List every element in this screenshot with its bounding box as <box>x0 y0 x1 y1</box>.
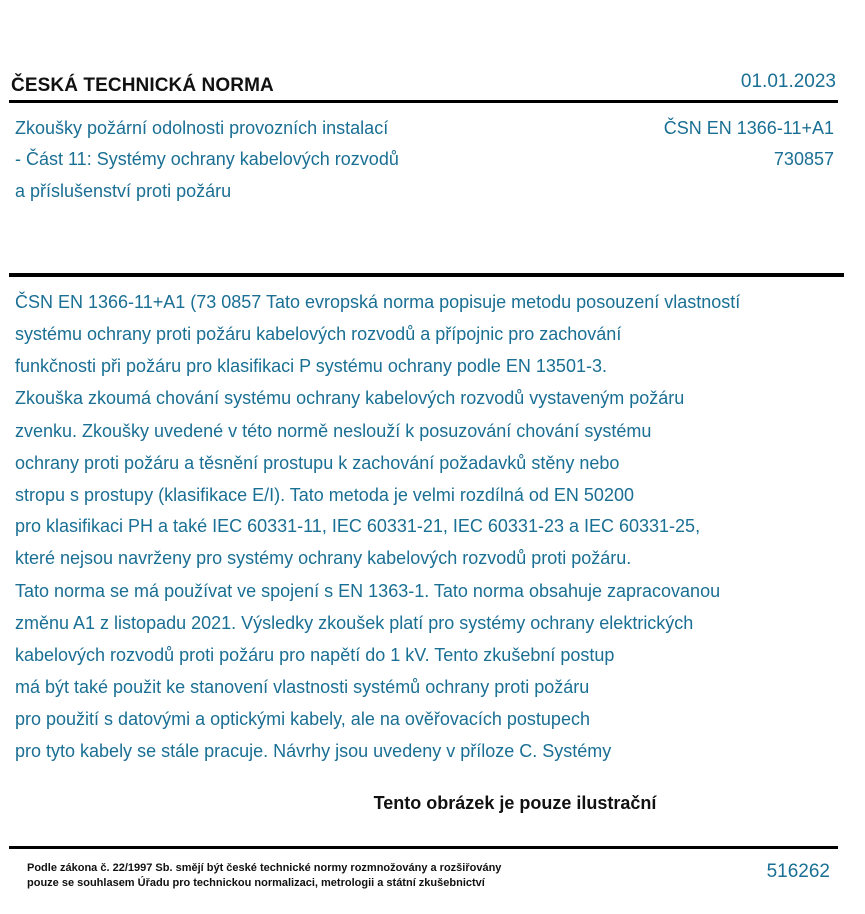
body-line: funkčnosti při požáru pro klasifikaci P systému ochrany podle EN 13501-3. <box>15 356 607 376</box>
body-line: kabelových rozvodů proti požáru pro napětí do 1 kV. Tento zkušební postup <box>15 645 615 665</box>
document-title-line: Zkoušky požární odolnosti provozních instalací <box>15 118 389 138</box>
section-rule <box>9 273 844 277</box>
header-rule <box>9 100 838 103</box>
illustration-note: Tento obrázek je pouze ilustrační <box>373 793 657 813</box>
header-title: ČESKÁ TECHNICKÁ NORMA <box>11 75 274 96</box>
body-line: systému ochrany proti požáru kabelových rozvodů a přípojnic pro zachování <box>15 324 622 344</box>
footer-legal-line: pouze se souhlasem Úřadu pro technickou normalizaci, metrologii a státní zkušebnictví <box>27 877 485 889</box>
body-line: Zkouška zkoumá chování systému ochrany kabelových rozvodů vystaveným požáru <box>15 388 685 408</box>
standard-code: ČSN EN 1366-11+A1 <box>663 118 834 138</box>
body-line: stropu s prostupy (klasifikace E/I). Tato metoda je velmi rozdílná od EN 50200 <box>15 485 634 505</box>
body-line: které nejsou navrženy pro systémy ochrany kabelových rozvodů proti požáru. <box>15 548 632 568</box>
document-title-line: a příslušenství proti požáru <box>15 181 232 201</box>
document-title-line: - Část 11: Systémy ochrany kabelových rozvodů <box>15 149 399 169</box>
body-line: změnu A1 z listopadu 2021. Výsledky zkoušek platí pro systémy ochrany elektrických <box>15 613 694 633</box>
body-line: pro použití s datovými a optickými kabely, ale na ověřovacích postupech <box>15 709 590 729</box>
body-line: ochrany proti požáru a těsnění prostupu k zachování požadavků stěny nebo <box>15 453 620 473</box>
body-line: pro klasifikaci PH a také IEC 60331-11, IEC 60331-21, IEC 60331-23 a IEC 60331-25, <box>15 516 701 536</box>
body-line: zvenku. Zkoušky uvedené v této normě neslouží k posuzování chování systému <box>15 421 652 441</box>
classification-code: 730857 <box>773 149 834 169</box>
body-line: pro tyto kabely se stále pracuje. Návrhy jsou uvedeny v příloze C. Systémy <box>15 741 612 761</box>
body-line: má být také použit ke stanovení vlastnosti systémů ochrany proti požáru <box>15 677 590 697</box>
body-line: ČSN EN 1366-11+A1 (73 0857 Tato evropská norma popisuje metodu posouzení vlastností <box>15 292 741 312</box>
footer-number: 516262 <box>766 861 830 882</box>
body-line: Tato norma se má používat ve spojení s EN 1363-1. Tato norma obsahuje zapracovanou <box>15 581 721 601</box>
footer-legal-line: Podle zákona č. 22/1997 Sb. smějí být české technické normy rozmnožovány a rozšiřovány <box>27 862 502 874</box>
footer-rule <box>9 846 838 849</box>
header-date: 01.01.2023 <box>740 71 836 92</box>
